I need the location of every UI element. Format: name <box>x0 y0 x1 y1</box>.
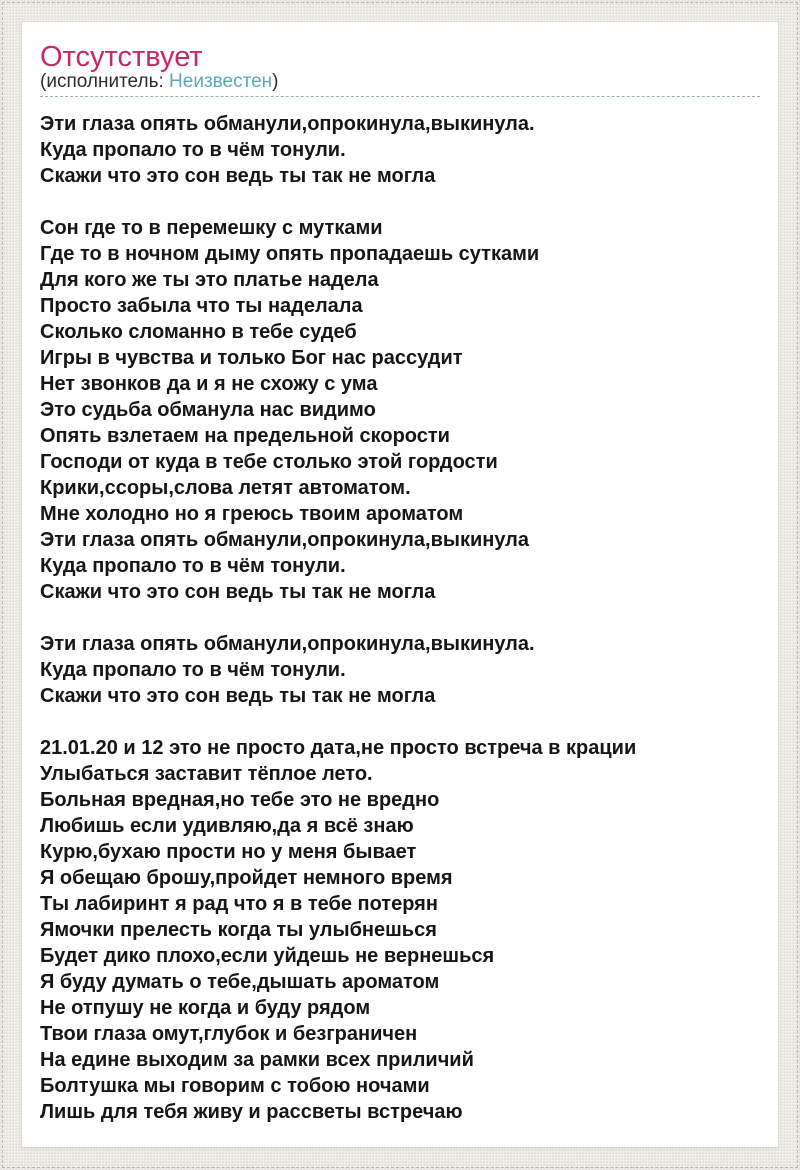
lyric-line: Эти глаза опять обманули,опрокинула,выкинула <box>40 529 530 551</box>
lyric-line: Ямочки прелесть когда ты улыбнешься <box>40 919 437 941</box>
lyric-line: Скажи что это сон ведь ты так не могла <box>40 581 436 603</box>
lyric-line: Просто забыла что ты наделала <box>40 295 363 317</box>
lyric-stanza <box>40 111 760 189</box>
lyric-line: Игры в чувства и только Бог нас рассудит <box>40 347 463 369</box>
lyric-line: На едине выходим за рамки всех приличий <box>40 1049 474 1071</box>
lyric-line: Болтушка мы говорим с тобою ночами <box>40 1075 430 1097</box>
lyric-line: Сколько сломанно в тебе судеб <box>40 321 357 343</box>
lyric-line: Не отпушу не когда и буду рядом <box>40 997 371 1019</box>
lyric-line: Будет дико плохо,если уйдешь не вернешься <box>40 945 495 967</box>
lyric-line: Куда пропало то в чём тонули. <box>40 659 346 681</box>
lyrics-card <box>21 21 779 1148</box>
artist-prefix: (исполнитель: <box>40 71 170 92</box>
lyric-line: Больная вредная,но тебе это не вредно <box>40 789 440 811</box>
lyric-line: Ты лабиринт я рад что я в тебе потерян <box>40 893 438 915</box>
lyric-stanza <box>40 735 760 1125</box>
lyric-line: Улыбаться заставит тёплое лето. <box>40 763 373 785</box>
lyric-line: Я обещаю брошу,пройдет немного время <box>40 867 453 889</box>
lyric-line: Опять взлетаем на предельной скорости <box>40 425 450 447</box>
lyric-line: 21.01.20 и 12 это не просто дата,не просто встреча в крации <box>40 737 637 759</box>
lyric-line: Скажи что это сон ведь ты так не могла <box>40 685 436 707</box>
lyric-line: Мне холодно но я греюсь твоим ароматом <box>40 503 464 525</box>
artist-suffix: ) <box>272 71 279 92</box>
lyric-line: Крики,ссоры,слова летят автоматом. <box>40 477 411 499</box>
lyric-stanza <box>40 215 760 605</box>
lyric-line: Куда пропало то в чём тонули. <box>40 139 346 161</box>
lyric-line: Курю,бухаю прости но у меня бывает <box>40 841 417 863</box>
lyric-line: Эти глаза опять обманули,опрокинула,выкинула. <box>40 113 535 135</box>
lyric-line: Эти глаза опять обманули,опрокинула,выкинула. <box>40 633 535 655</box>
song-title: Отсутствует <box>40 41 203 73</box>
artist-line <box>40 72 760 97</box>
lyric-line: Я буду думать о тебе,дышать ароматом <box>40 971 440 993</box>
lyric-line: Твои глаза омут,глубок и безграничен <box>40 1023 418 1045</box>
lyric-line: Где то в ночном дыму опять пропадаешь сутками <box>40 243 540 265</box>
lyric-line: Любишь если удивляю,да я всё знаю <box>40 815 414 837</box>
lyric-line: Скажи что это сон ведь ты так не могла <box>40 165 436 187</box>
lyric-stanza <box>40 631 760 709</box>
lyric-line: Для кого же ты это платье надела <box>40 269 379 291</box>
artist-link[interactable]: Неизвестен <box>169 71 273 92</box>
lyric-line: Сон где то в перемешку с мутками <box>40 217 383 239</box>
lyrics-text <box>40 111 760 1125</box>
lyric-line: Господи от куда в тебе столько этой гордости <box>40 451 498 473</box>
lyric-line: Лишь для тебя живу и рассветы встречаю <box>40 1101 463 1123</box>
lyric-line: Куда пропало то в чём тонули. <box>40 555 346 577</box>
lyric-line: Это судьба обманула нас видимо <box>40 399 376 421</box>
lyric-line: Нет звонков да и я не схожу с ума <box>40 373 378 395</box>
